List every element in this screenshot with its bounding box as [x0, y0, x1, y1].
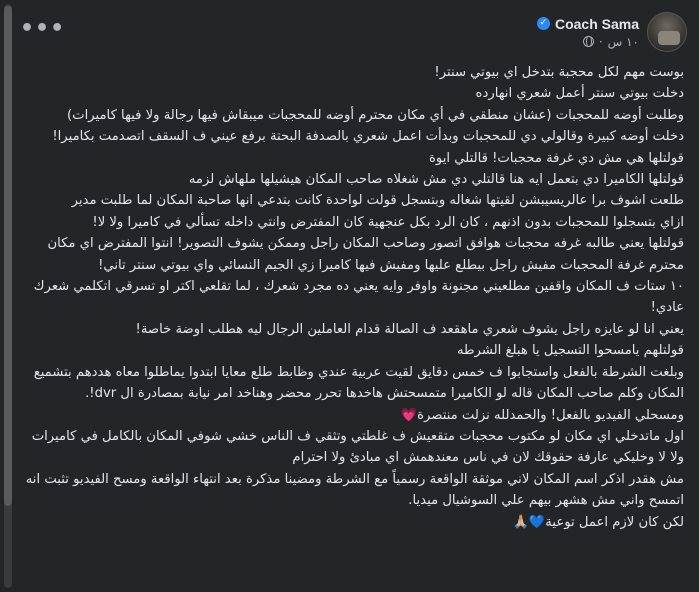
post-paragraph: ١٠ ستات ف المكان واقفين مطلعيني مجنونة واوفر وايه يعني ده مجرد شعرك ، لما تقلعي اكتر او تسرقي اتكلمي شعرك عادي!: [33, 279, 684, 316]
avatar[interactable]: [647, 12, 687, 52]
post-paragraph: قولتلهم يامسحوا التسجيل يا هبلغ الشرطه: [456, 343, 684, 359]
author-block: [537, 16, 639, 49]
post-paragraph: دخلت بيوتي سنتر أعمل شعري انهارده: [475, 86, 684, 102]
post-paragraph: دخلت أوضه كبيرة وقالولي دي للمحجبات وبدأت اعمل شعري بالصدفة البحتة برفع عيني ف السقف اتصدمت بكاميرا!: [52, 129, 684, 145]
post-paragraph: اول ماتدخلي اي مكان لو مكتوب محجبات متقعيش ف غلطتي وتثقي ف الناس خشي شوفي المكان بالكامل في كاميرات ولا لا وخليكي عارفة حقوقك لان في ناس معندهمش اي مبادئ ولا احترام: [31, 428, 684, 466]
post-paragraph: ازاي بتسجلوا للمحجبات بدون اذنهم ، كان الرد بكل عنجهية كان المفترض وانتي داخله تسألي في كاميرا ولا لا!: [92, 214, 684, 230]
post-paragraph: مش هقدر اذكر اسم المكان لاني موثقة الواقعة رسمياً مع الشرطة ومضينا مذكرة بعد انتهاء الواقعة ومسح الفيديو تثبت انه اتمسح واني مش هشهر بيهم علي السوشيال ميديا.: [25, 471, 684, 509]
post-paragraph: وبلغت الشرطة بالفعل واستجابوا ف خمس دقايق لقيت عربية عندي وظابط طلع معايا ابتدوا يماطلوا معاه هددهم بتشميع المكان وكلم صاحب المكان قاله لو الكاميرا متمسحتش هاخدها تحرر محضر وهناخد امر نيابة بمصادرة ال dvr!.: [33, 364, 684, 402]
post-paragraph: طلعت اشوف برا عالريسيبشن لقيتها شغاله وبتسجل قولت لواحدة كانت بتدعي انها صاحبة المكان لما طلبت مدير: [71, 193, 684, 209]
more-options-icon[interactable]: •••: [20, 16, 66, 41]
post-paragraph: ومسحلي الفيديو بالفعل! والحمدلله نزلت منتصرة💗: [400, 407, 684, 423]
post-timestamp[interactable]: ١٠ س: [607, 34, 639, 49]
globe-icon: [583, 36, 594, 47]
post-paragraph: لكن كان لازم اعمل توعية💙🙏🏼: [512, 514, 684, 530]
scrollbar-thumb[interactable]: [4, 6, 12, 506]
post-paragraph: قولتلها الكاميرا دي بتعمل ايه هنا قالتلي دي مش شغلاه صاحب المكان هيشيلها ملهاش لزمه: [188, 172, 684, 188]
scrollbar[interactable]: [4, 4, 12, 588]
author-name[interactable]: Coach Sama: [554, 15, 639, 32]
post-paragraph: قولتلها يعني طالبه غرفه محجبات هوافق اتصور وصاحب المكان راجل وممكن يشوف التصوير! انتوا المفترض اي مكان محترم غرفة المحجبات مفيش راجل بيطلع عليها ومفيش فيها كاميرا زي الجيم النسائي واي بيوتي سنتر تاني!: [47, 236, 684, 273]
post-paragraph: وطلبت أوضه للمحجبات (عشان منطقي في أي مكان محترم أوضه للمحجبات ميبقاش فيها رجالة ولا فيها كاميرات): [67, 107, 684, 123]
verified-badge-icon: ✓: [537, 17, 550, 30]
post-body: [18, 62, 684, 533]
post-paragraph: بوست مهم لكل محجبة بتدخل اي بيوتي سنتر!: [434, 65, 684, 80]
post-paragraph: يعني انا لو عايزه راجل يشوف شعري ماهقعد ف الصالة قدام العاملين الرجال ليه هطلب اوضة خاصة!: [135, 321, 684, 337]
post-header: [537, 12, 687, 52]
meta-separator: ·: [598, 34, 603, 49]
post-paragraph: قولتلها هي مش دي غرفة محجبات! قالتلي ايوة: [428, 150, 684, 166]
